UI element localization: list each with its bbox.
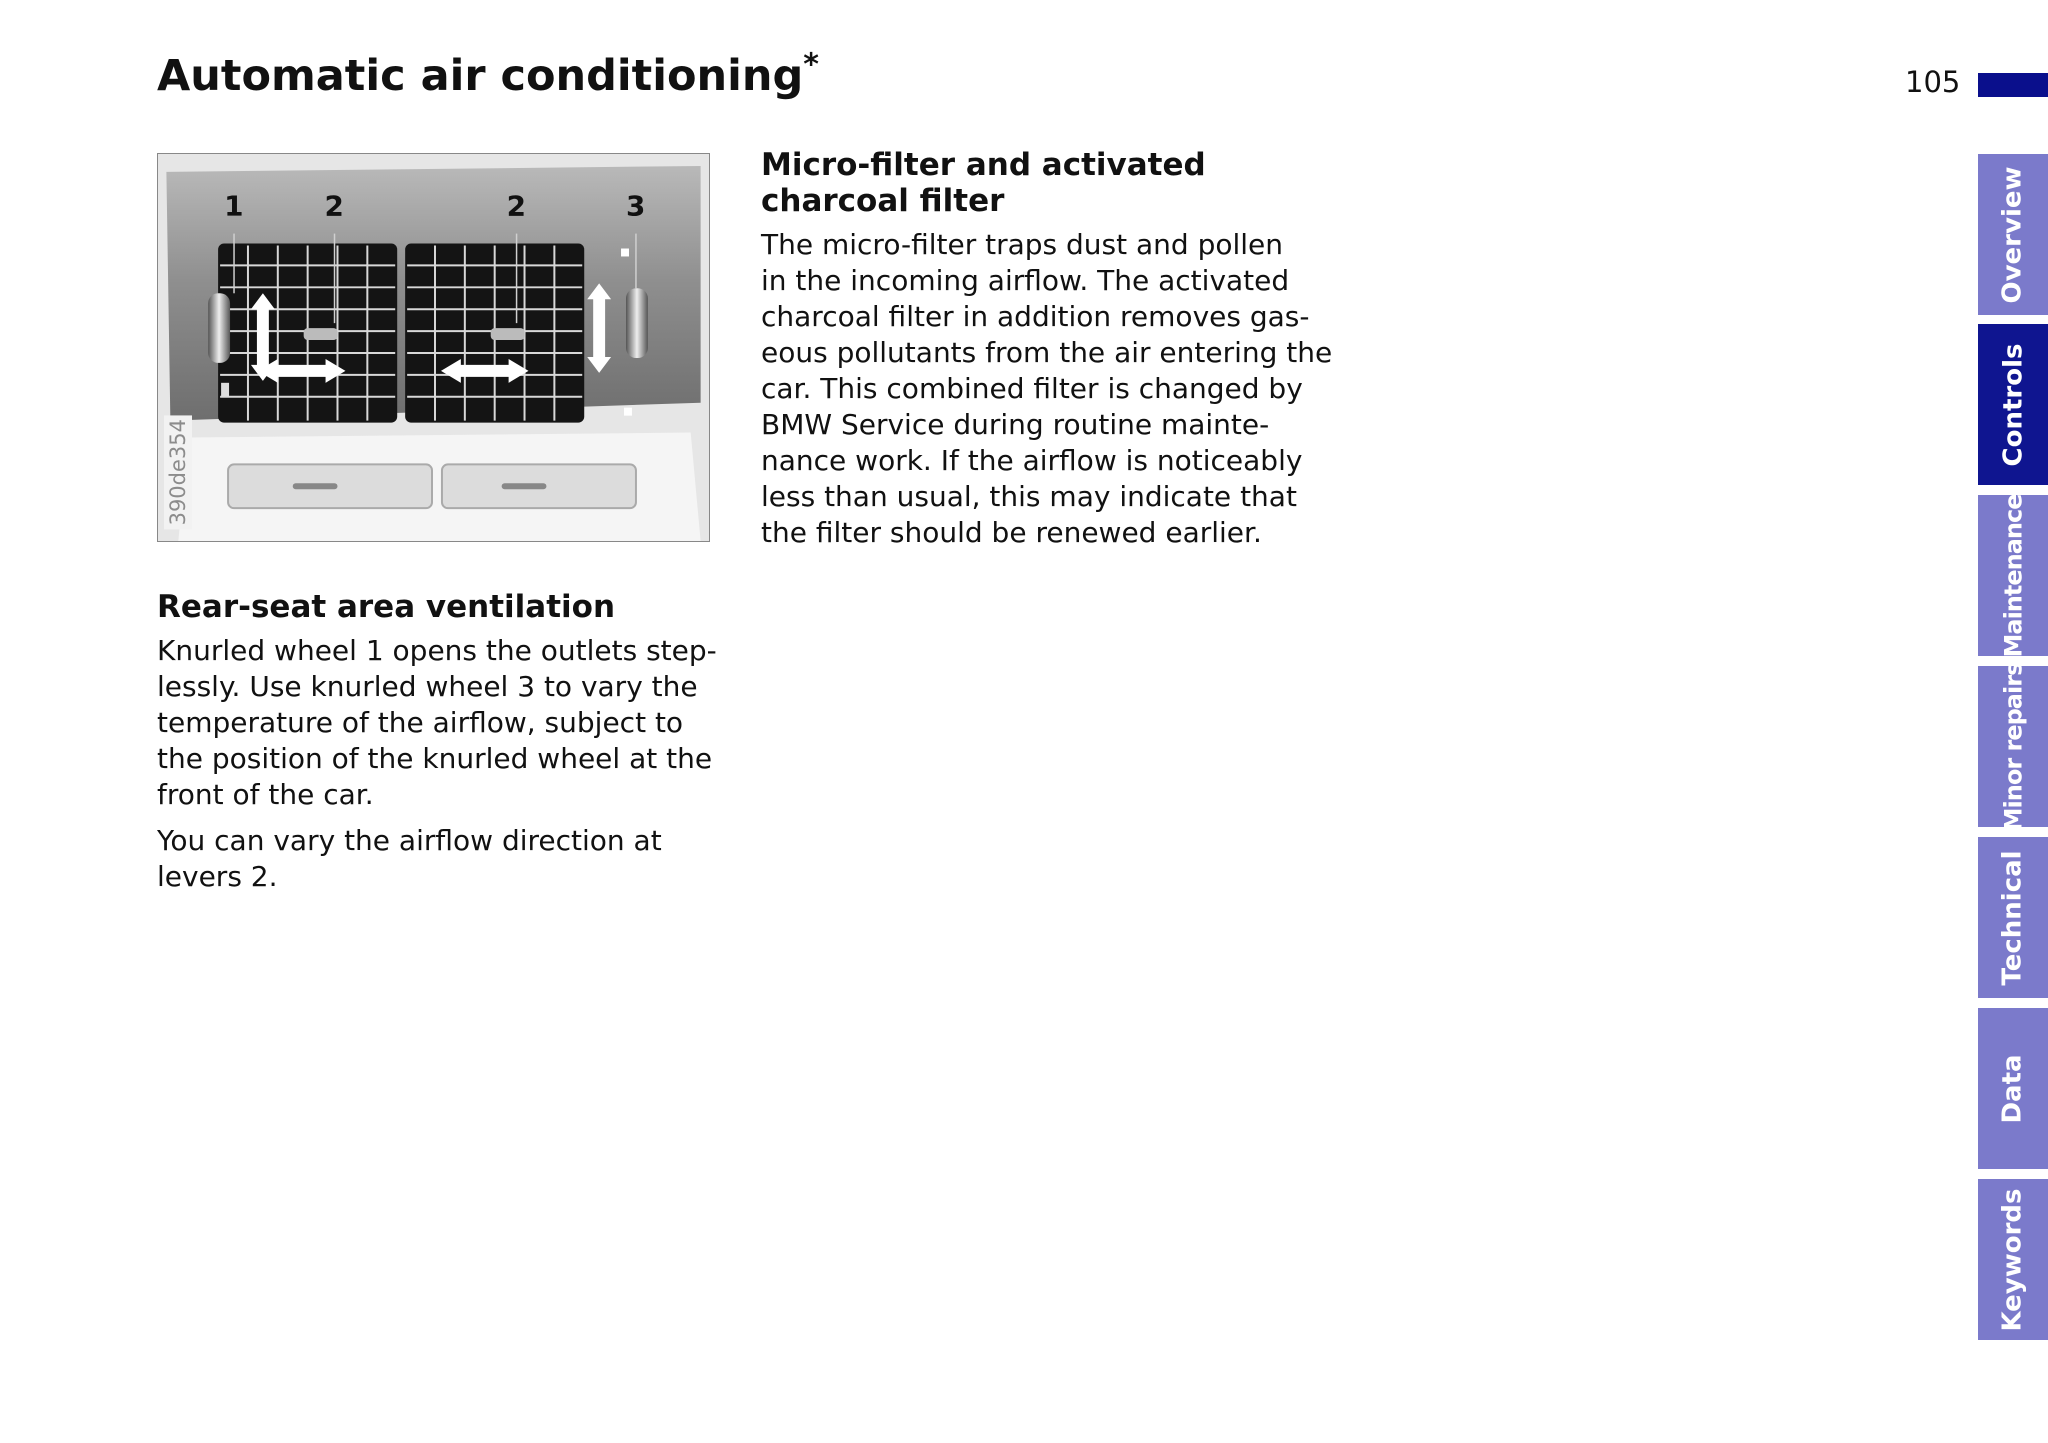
rear-vent-drawing [158, 154, 709, 541]
body-paragraph: You can vary the airflow direction at levers 2. [157, 824, 662, 893]
tab-data[interactable] [1978, 1008, 2048, 1169]
body-paragraph: The micro-filter traps dust and pollen in the incoming airflow. The activated charcoal filter in addition removes gas- eous pollutants from the air entering the car. This combined filter is changed by BMW Service during routine mainte- nance work. If the airflow is noticeably less than usual, this may indicate that the filter should be renewed earlier. [761, 228, 1333, 549]
tab-label: Overview [1998, 165, 2028, 304]
callout-label: 1 [224, 189, 244, 223]
page-marker-bar [1978, 73, 2048, 97]
rear-vent-illustration [157, 153, 710, 542]
tab-label: Minor repairs [1999, 662, 2027, 831]
tab-technical[interactable] [1978, 837, 2048, 998]
body-paragraph: Knurled wheel 1 opens the outlets step- lessly. Use knurled wheel 3 to vary the temperature of the airflow, subject to the position of the knurled wheel at the front of the car. [157, 634, 717, 811]
option-asterisk: * [803, 47, 819, 83]
tab-controls[interactable] [1978, 324, 2048, 485]
section-heading: Rear-seat area ventilation [157, 589, 616, 625]
tab-label: Data [1997, 1053, 2028, 1124]
tab-minor-repairs[interactable] [1978, 662, 2048, 831]
tab-overview[interactable] [1978, 154, 2048, 315]
tab-label: Controls [1998, 343, 2028, 466]
tab-label: Keywords [1998, 1187, 2029, 1332]
tab-maintenance[interactable] [1978, 495, 2048, 656]
page-number: 105 [1905, 65, 1961, 99]
micro-filter-section [761, 147, 1361, 551]
callout-label: 3 [626, 189, 646, 223]
callout-label: 2 [324, 189, 344, 223]
knurled-wheel-1 [208, 293, 230, 363]
tab-label: Technical [1998, 849, 2029, 986]
page-title [157, 47, 819, 101]
knurled-wheel-3 [626, 288, 648, 358]
page-title-text: Automatic air conditioning [157, 51, 804, 101]
callout-label: 2 [506, 189, 526, 223]
rear-seat-ventilation-section [157, 589, 757, 895]
figure-code: 390de354 [164, 415, 192, 529]
tab-label: Maintenance [1999, 493, 2028, 658]
section-heading: Micro-filter and activated charcoal filter [761, 147, 1206, 219]
tab-keywords[interactable] [1978, 1179, 2048, 1340]
